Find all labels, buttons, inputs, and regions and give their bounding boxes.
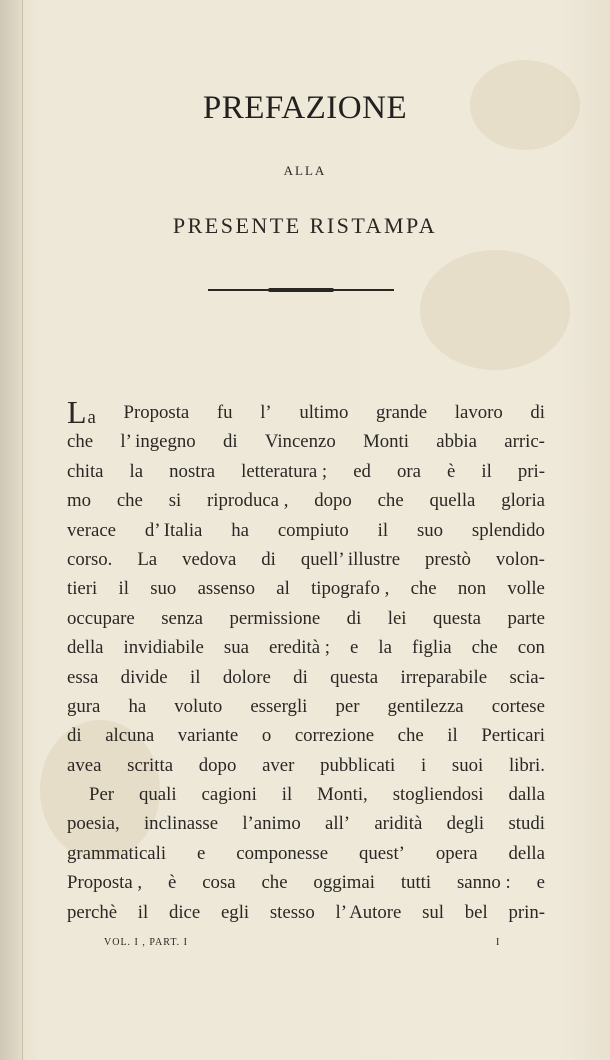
word: prestò <box>425 548 471 570</box>
word: essergli <box>250 695 308 717</box>
word: il <box>481 460 492 482</box>
word: grande <box>376 402 428 423</box>
word: questa <box>330 666 379 688</box>
word: di <box>530 402 545 423</box>
word: dalla <box>508 784 545 806</box>
word: ha <box>231 519 249 541</box>
word: voluto <box>174 695 223 717</box>
word: d’ Italia <box>144 519 203 541</box>
word: inclinasse <box>143 813 219 835</box>
page-gutter <box>0 0 22 1060</box>
word: nostra <box>169 460 216 482</box>
word: di <box>346 607 362 629</box>
word: Vincenzo <box>264 431 336 453</box>
word: il <box>118 578 129 600</box>
word: la <box>378 637 392 659</box>
word: il <box>190 666 201 688</box>
word: invidiabile <box>123 637 204 659</box>
word: Perticari <box>481 725 545 747</box>
word: vedova <box>182 548 237 570</box>
word: questa <box>433 607 481 629</box>
word: oggimai <box>313 872 375 894</box>
signature-mark: I <box>496 937 501 948</box>
word: il <box>447 725 458 747</box>
word: non <box>457 578 487 600</box>
word: che <box>397 725 424 747</box>
word: poesia, <box>67 813 120 835</box>
word: che <box>377 490 404 512</box>
word: La <box>137 548 158 570</box>
word: che <box>67 431 94 453</box>
word: riproduca , <box>207 490 289 512</box>
word: di <box>222 431 238 453</box>
word: correzione <box>294 725 375 747</box>
word: aver <box>262 754 295 776</box>
word: componesse <box>236 842 329 864</box>
word: senza <box>161 607 203 629</box>
word: stesso <box>269 901 315 923</box>
word: divide <box>120 666 168 688</box>
word: quella <box>429 490 476 512</box>
text-line <box>67 545 545 574</box>
word: mo <box>67 490 91 512</box>
word: per <box>335 695 360 717</box>
text-line <box>67 427 545 456</box>
word: avea <box>67 754 102 776</box>
text-line <box>67 692 545 721</box>
word: dopo <box>314 490 352 512</box>
word: è <box>447 460 456 482</box>
word: sanno : <box>457 872 511 894</box>
word: Proposta <box>123 402 190 423</box>
word: Monti <box>363 431 409 453</box>
word: è <box>168 872 177 894</box>
word: verace <box>67 519 116 541</box>
word: il <box>281 784 293 806</box>
word: prin- <box>508 901 545 923</box>
word: compiuto <box>277 519 349 541</box>
word: splendido <box>471 519 545 541</box>
first-word <box>67 394 96 430</box>
word: che <box>116 490 143 512</box>
word: ed <box>353 460 371 482</box>
volume-signature: VOL. I , PART. I <box>104 937 189 948</box>
word: tipografo , <box>311 578 390 600</box>
word: cagioni <box>201 784 257 806</box>
text-line <box>67 633 545 662</box>
gutter-line <box>22 0 23 1060</box>
word: di <box>261 548 276 570</box>
word: e <box>536 872 545 894</box>
text-line <box>67 394 545 430</box>
text-line <box>67 486 545 515</box>
word: al <box>276 578 290 600</box>
word: suo <box>416 519 444 541</box>
word: la <box>129 460 144 482</box>
word: scritta <box>127 754 174 776</box>
word: essa <box>67 666 99 688</box>
paper-stain <box>420 250 570 370</box>
word: lei <box>387 607 407 629</box>
word: che <box>471 637 498 659</box>
word: quali <box>139 784 177 806</box>
word: di <box>67 725 82 747</box>
word: ha <box>128 695 147 717</box>
text-line <box>67 516 545 545</box>
word: tutti <box>400 872 432 894</box>
word: quell’ illustre <box>300 548 401 570</box>
word: degli <box>446 813 485 835</box>
word: cosa <box>202 872 236 894</box>
text-line <box>67 574 545 603</box>
word: della <box>67 637 104 659</box>
word: scia- <box>509 666 545 688</box>
word: irreparabile <box>400 666 488 688</box>
text-line <box>67 751 545 780</box>
word: gura <box>67 695 101 717</box>
word: l’ ingegno <box>120 431 196 453</box>
word: con <box>517 637 545 659</box>
word: di <box>293 666 308 688</box>
word: dolore <box>222 666 271 688</box>
word: egli <box>220 901 250 923</box>
word: gentilezza <box>387 695 464 717</box>
drop-cap: L <box>67 394 87 430</box>
word: l’ Autore <box>335 901 402 923</box>
text-line <box>67 604 545 633</box>
word: ora <box>396 460 421 482</box>
word: ultimo <box>299 402 349 423</box>
word: quest’ <box>359 842 405 864</box>
word: opera <box>435 842 478 864</box>
word: pri- <box>517 460 545 482</box>
word: alcuna <box>105 725 155 747</box>
word: parte <box>507 607 545 629</box>
page-subtitle: ALLA <box>283 163 327 178</box>
word: assenso <box>197 578 255 600</box>
word: e <box>350 637 359 659</box>
word: suo <box>150 578 177 600</box>
word: fu <box>216 402 233 423</box>
decorative-rule <box>208 289 394 291</box>
word: chita <box>67 460 104 482</box>
word: si <box>168 490 182 512</box>
word: Per <box>89 784 115 806</box>
word: pubblicati <box>320 754 396 776</box>
word: figlia <box>411 637 452 659</box>
word: abbia <box>436 431 477 453</box>
text-line <box>67 839 545 868</box>
word: o <box>261 725 272 747</box>
word: che <box>410 578 437 600</box>
word: aridità <box>374 813 423 835</box>
word: l’ <box>260 402 272 423</box>
text-line <box>67 663 545 692</box>
word: bel <box>464 901 488 923</box>
word: permissione <box>229 607 321 629</box>
word: grammaticali <box>67 842 167 864</box>
word: tieri <box>67 578 98 600</box>
word: dopo <box>198 754 237 776</box>
page-title-secondary: PRESENTE RISTAMPA <box>172 213 438 238</box>
word: il <box>137 901 149 923</box>
word: della <box>508 842 545 864</box>
word: stogliendosi <box>392 784 484 806</box>
word: volle <box>507 578 545 600</box>
text-line <box>67 721 545 750</box>
word: variante <box>177 725 239 747</box>
text-line <box>67 457 545 486</box>
word: occupare <box>67 607 135 629</box>
word: che <box>261 872 288 894</box>
word: e <box>197 842 206 864</box>
body-text <box>67 394 545 927</box>
word: a <box>87 407 96 428</box>
word: sua <box>223 637 249 659</box>
word: perchè <box>67 901 118 923</box>
word: i <box>420 754 427 776</box>
word: corso. <box>67 548 113 570</box>
word: l’animo <box>242 813 301 835</box>
word: cortese <box>491 695 545 717</box>
text-line <box>67 780 545 809</box>
word: arric- <box>504 431 545 453</box>
word: all’ <box>325 813 351 835</box>
text-line <box>67 868 545 897</box>
word: libri. <box>508 754 545 776</box>
word: gloria <box>501 490 545 512</box>
page-title: PREFAZIONE <box>202 90 408 126</box>
word: eredità ; <box>268 637 330 659</box>
word: lavoro <box>454 402 503 423</box>
word: dice <box>168 901 201 923</box>
word: sul <box>422 901 445 923</box>
word: studi <box>508 813 545 835</box>
word: il <box>377 519 389 541</box>
word: suoi <box>451 754 484 776</box>
word: Monti, <box>317 784 368 806</box>
text-line <box>67 898 545 927</box>
word: letteratura ; <box>241 460 328 482</box>
word: Proposta , <box>67 872 143 894</box>
word: volon- <box>495 548 545 570</box>
text-line <box>67 809 545 838</box>
